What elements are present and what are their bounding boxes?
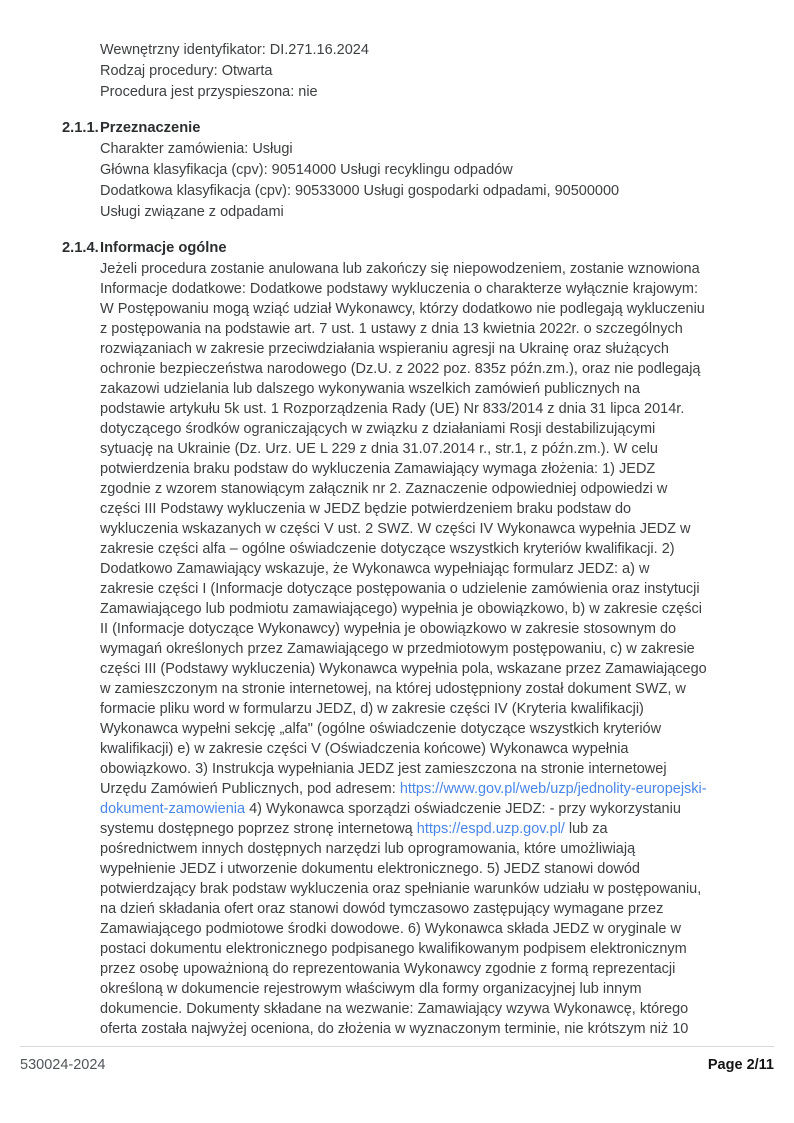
text-line (100, 919, 754, 939)
text-segment: zakresie części I (Informacje dotyczące postępowania o udzielenie zamówienia oraz instytucji (100, 581, 700, 597)
text-line (100, 779, 754, 799)
external-link[interactable]: https://www.gov.pl/web/uzp/jednolity-europejski- (399, 781, 707, 797)
text-line (100, 479, 754, 499)
text-segment: W Postępowaniu mogą wziąć udział Wykonawcy, którzy dodatkowo nie podlegają wykluczeniu (100, 301, 705, 317)
text-segment: oferta została najwyżej oceniona, do złożenia w wyznaczonym terminie, nie krótszym niż 10 (100, 1021, 689, 1037)
text-line (100, 160, 754, 181)
meta-line: Wewnętrzny identyfikator: DI.271.16.2024 (100, 42, 369, 58)
meta-block (100, 40, 754, 103)
text-line (100, 599, 754, 619)
section-body (100, 259, 754, 1039)
section-heading (62, 118, 754, 139)
external-link[interactable]: dokument-zamowienia (100, 801, 246, 817)
text-segment: na dzień składania ofert oraz stanowi dowód tymczasowo zastępujący wymagane przez (100, 901, 664, 917)
text-line (100, 579, 754, 599)
text-line (100, 139, 754, 160)
text-line (100, 202, 754, 223)
text-segment: zakresie części alfa – ogólne oświadczenie dotyczące wszystkich kryteriów kwalifikacji. 2) (100, 541, 675, 557)
text-segment: dotyczącego środków ograniczających w związku z działaniami Rosji destabilizującymi (100, 421, 656, 437)
text-line (100, 819, 754, 839)
text-line (100, 559, 754, 579)
text-segment: części III Podstawy wykluczenia w JEDZ będzie potwierdzeniem braku podstaw do (100, 501, 632, 517)
text-segment: z postępowania na podstawie art. 7 ust. 1 ustawy z dnia 13 kwietnia 2022r. o szczególnych (100, 321, 683, 337)
text-segment: Wykonawca wypełni sekcję „alfa" (ogólne oświadczenie dotyczące wszystkich kryteriów (100, 721, 662, 737)
text-line (100, 299, 754, 319)
text-line (100, 859, 754, 879)
text-segment: Główna klasyfikacja (cpv): 90514000 Usługi recyklingu odpadów (100, 162, 513, 178)
text-segment: obowiązkowo. 3) Instrukcja wypełniania JEDZ jest zamieszczona na stronie internetowej (100, 761, 667, 777)
text-segment: Dodatkowo Zamawiający wskazuje, że Wykonawca wypełniając formularz JEDZ: a) w (100, 561, 650, 577)
text-line (100, 499, 754, 519)
text-segment: Usługi związane z odpadami (100, 204, 284, 220)
text-line (100, 319, 754, 339)
text-segment: Zamawiającego podmiotowe środki dowodowe. 6) Wykonawca składa JEDZ w oryginale w (100, 921, 681, 937)
text-segment: przez osobę upoważnioną do reprezentowania Wykonawcy zgodnie z formą reprezentacji (100, 961, 676, 977)
text-segment: Charakter zamówienia: Usługi (100, 141, 293, 157)
text-line (100, 999, 754, 1019)
text-line (100, 899, 754, 919)
publication-number: 530024-2024 (20, 1057, 106, 1073)
text-segment: sytuację na Ukrainie (Dz. Urz. UE L 229 z dnia 31.07.2014 r., str.1, z późn.zm.). W celu (100, 441, 658, 457)
text-line (100, 619, 754, 639)
page-indicator: Page 2/11 (707, 1057, 774, 1073)
text-line (100, 659, 754, 679)
text-line (100, 739, 754, 759)
text-segment: lub za (564, 821, 608, 837)
text-line (100, 519, 754, 539)
text-line (100, 639, 754, 659)
text-segment: Dodatkowa klasyfikacja (cpv): 90533000 Usługi gospodarki odpadami, 90500000 (100, 183, 620, 199)
text-segment: 4) Wykonawca sporządzi oświadczenie JEDZ: - przy wykorzystaniu (245, 801, 681, 817)
meta-line: Procedura jest przyspieszona: nie (100, 84, 318, 100)
text-line (100, 399, 754, 419)
text-line (100, 799, 754, 819)
section-heading (62, 238, 754, 259)
text-line (100, 259, 754, 279)
section-number: 2.1.1. (62, 120, 99, 136)
footer-row (20, 1047, 774, 1073)
text-line (100, 1019, 754, 1039)
text-segment: zakazowi udzielania lub dalszego wykonywania wszelkich zamówień publicznych na (100, 381, 641, 397)
section-2-1-4 (62, 238, 754, 1039)
text-segment: określoną w dokumencie rejestrowym właściwym dla formy organizacyjnej lub innym (100, 981, 642, 997)
text-segment: zgodnie z wzorem stanowiącym załącznik nr 2. Zaznaczenie odpowiedniej odpowiedzi w (100, 481, 668, 497)
text-segment: wymagań określonych przez Zamawiającego w przedmiotowym postępowaniu, c) w zakresie (100, 641, 695, 657)
text-line (100, 979, 754, 999)
page-footer (20, 1046, 774, 1073)
text-line (100, 339, 754, 359)
text-segment: Zamawiającego lub podmiotu zamawiającego) wypełnia je obowiązkowo, b) w zakresie części (100, 601, 703, 617)
text-line (100, 759, 754, 779)
text-segment: ochronie bezpieczeństwa narodowego (Dz.U. z 2022 poz. 835z późn.zm.), oraz nie podlegają (100, 361, 701, 377)
section-title: Informacje ogólne (100, 240, 227, 256)
text-line (100, 419, 754, 439)
text-segment: II (Informacje dotyczące Wykonawcy) wypełnia je obowiązkowo w zakresie stosownym do (100, 621, 677, 637)
sections-container (62, 118, 754, 1039)
text-segment: w zamieszczonym na stronie internetowej, na której udostępniony został dokument SWZ, w (100, 681, 686, 697)
section-title: Przeznaczenie (100, 120, 201, 136)
text-segment: pośrednictwem innych dostępnych narzędzi lub oprogramowania, które umożliwiają (100, 841, 636, 857)
text-line (100, 679, 754, 699)
external-link[interactable]: https://espd.uzp.gov.pl/ (416, 821, 565, 837)
text-segment: potwierdzenia braku podstaw do wykluczenia Zamawiający wymaga złożenia: 1) JEDZ (100, 461, 656, 477)
text-line (100, 379, 754, 399)
text-line (100, 539, 754, 559)
text-segment: części III (Podstawy wykluczenia) Wykonawca wypełnia pola, wskazane przez Zamawiającego (100, 661, 707, 677)
text-line (100, 181, 754, 202)
text-line (100, 879, 754, 899)
text-line (100, 939, 754, 959)
section-number: 2.1.4. (62, 240, 99, 256)
meta-line: Rodzaj procedury: Otwarta (100, 63, 273, 79)
text-line (100, 719, 754, 739)
text-segment: potwierdzający brak podstaw wykluczenia oraz spełnianie warunków udziału w postępowaniu, (100, 881, 702, 897)
text-segment: Informacje dodatkowe: Dodatkowe podstawy wykluczenia o charakterze wyłącznie krajowym: (100, 281, 698, 297)
text-segment: postaci dokumentu elektronicznego podpisanego kwalifikowanym podpisem elektronicznym (100, 941, 687, 957)
text-line (100, 359, 754, 379)
text-segment: kwalifikacji) e) w zakresie części V (Oświadczenia końcowe) Wykonawca wypełnia (100, 741, 629, 757)
text-segment: formacie pliku word w formularzu JEDZ, d) w zakresie części IV (Kryteria kwalifikacji) (100, 701, 644, 717)
text-segment: rozwiązaniach w zakresie przeciwdziałania wspieraniu agresji na Ukrainę oraz służących (100, 341, 669, 357)
text-segment: wykluczenia wskazanych w części V ust. 2 SWZ. W części IV Wykonawca wypełnia JEDZ w (100, 521, 691, 537)
text-line (100, 439, 754, 459)
text-line (100, 279, 754, 299)
text-segment: systemu dostępnego poprzez stronę internetową (100, 821, 417, 837)
text-segment: podstawie artykułu 5k ust. 1 Rozporządzenia Rady (UE) Nr 833/2014 z dnia 31 lipca 2014r. (100, 401, 685, 417)
text-line (100, 699, 754, 719)
text-line (100, 459, 754, 479)
text-segment: dokumencie. Dokumenty składane na wezwanie: Zamawiający wzywa Wykonawcę, którego (100, 1001, 689, 1017)
text-segment: Jeżeli procedura zostanie anulowana lub zakończy się niepowodzeniem, zostanie wznowiona (100, 261, 700, 277)
section-2-1-1 (62, 118, 754, 223)
text-segment: Urzędu Zamówień Publicznych, pod adresem: (100, 781, 400, 797)
text-line (100, 839, 754, 859)
text-segment: wypełnienie JEDZ i utworzenie dokumentu elektronicznego. 5) JEDZ stanowi dowód (100, 861, 640, 877)
text-line (100, 959, 754, 979)
section-body (100, 139, 754, 223)
